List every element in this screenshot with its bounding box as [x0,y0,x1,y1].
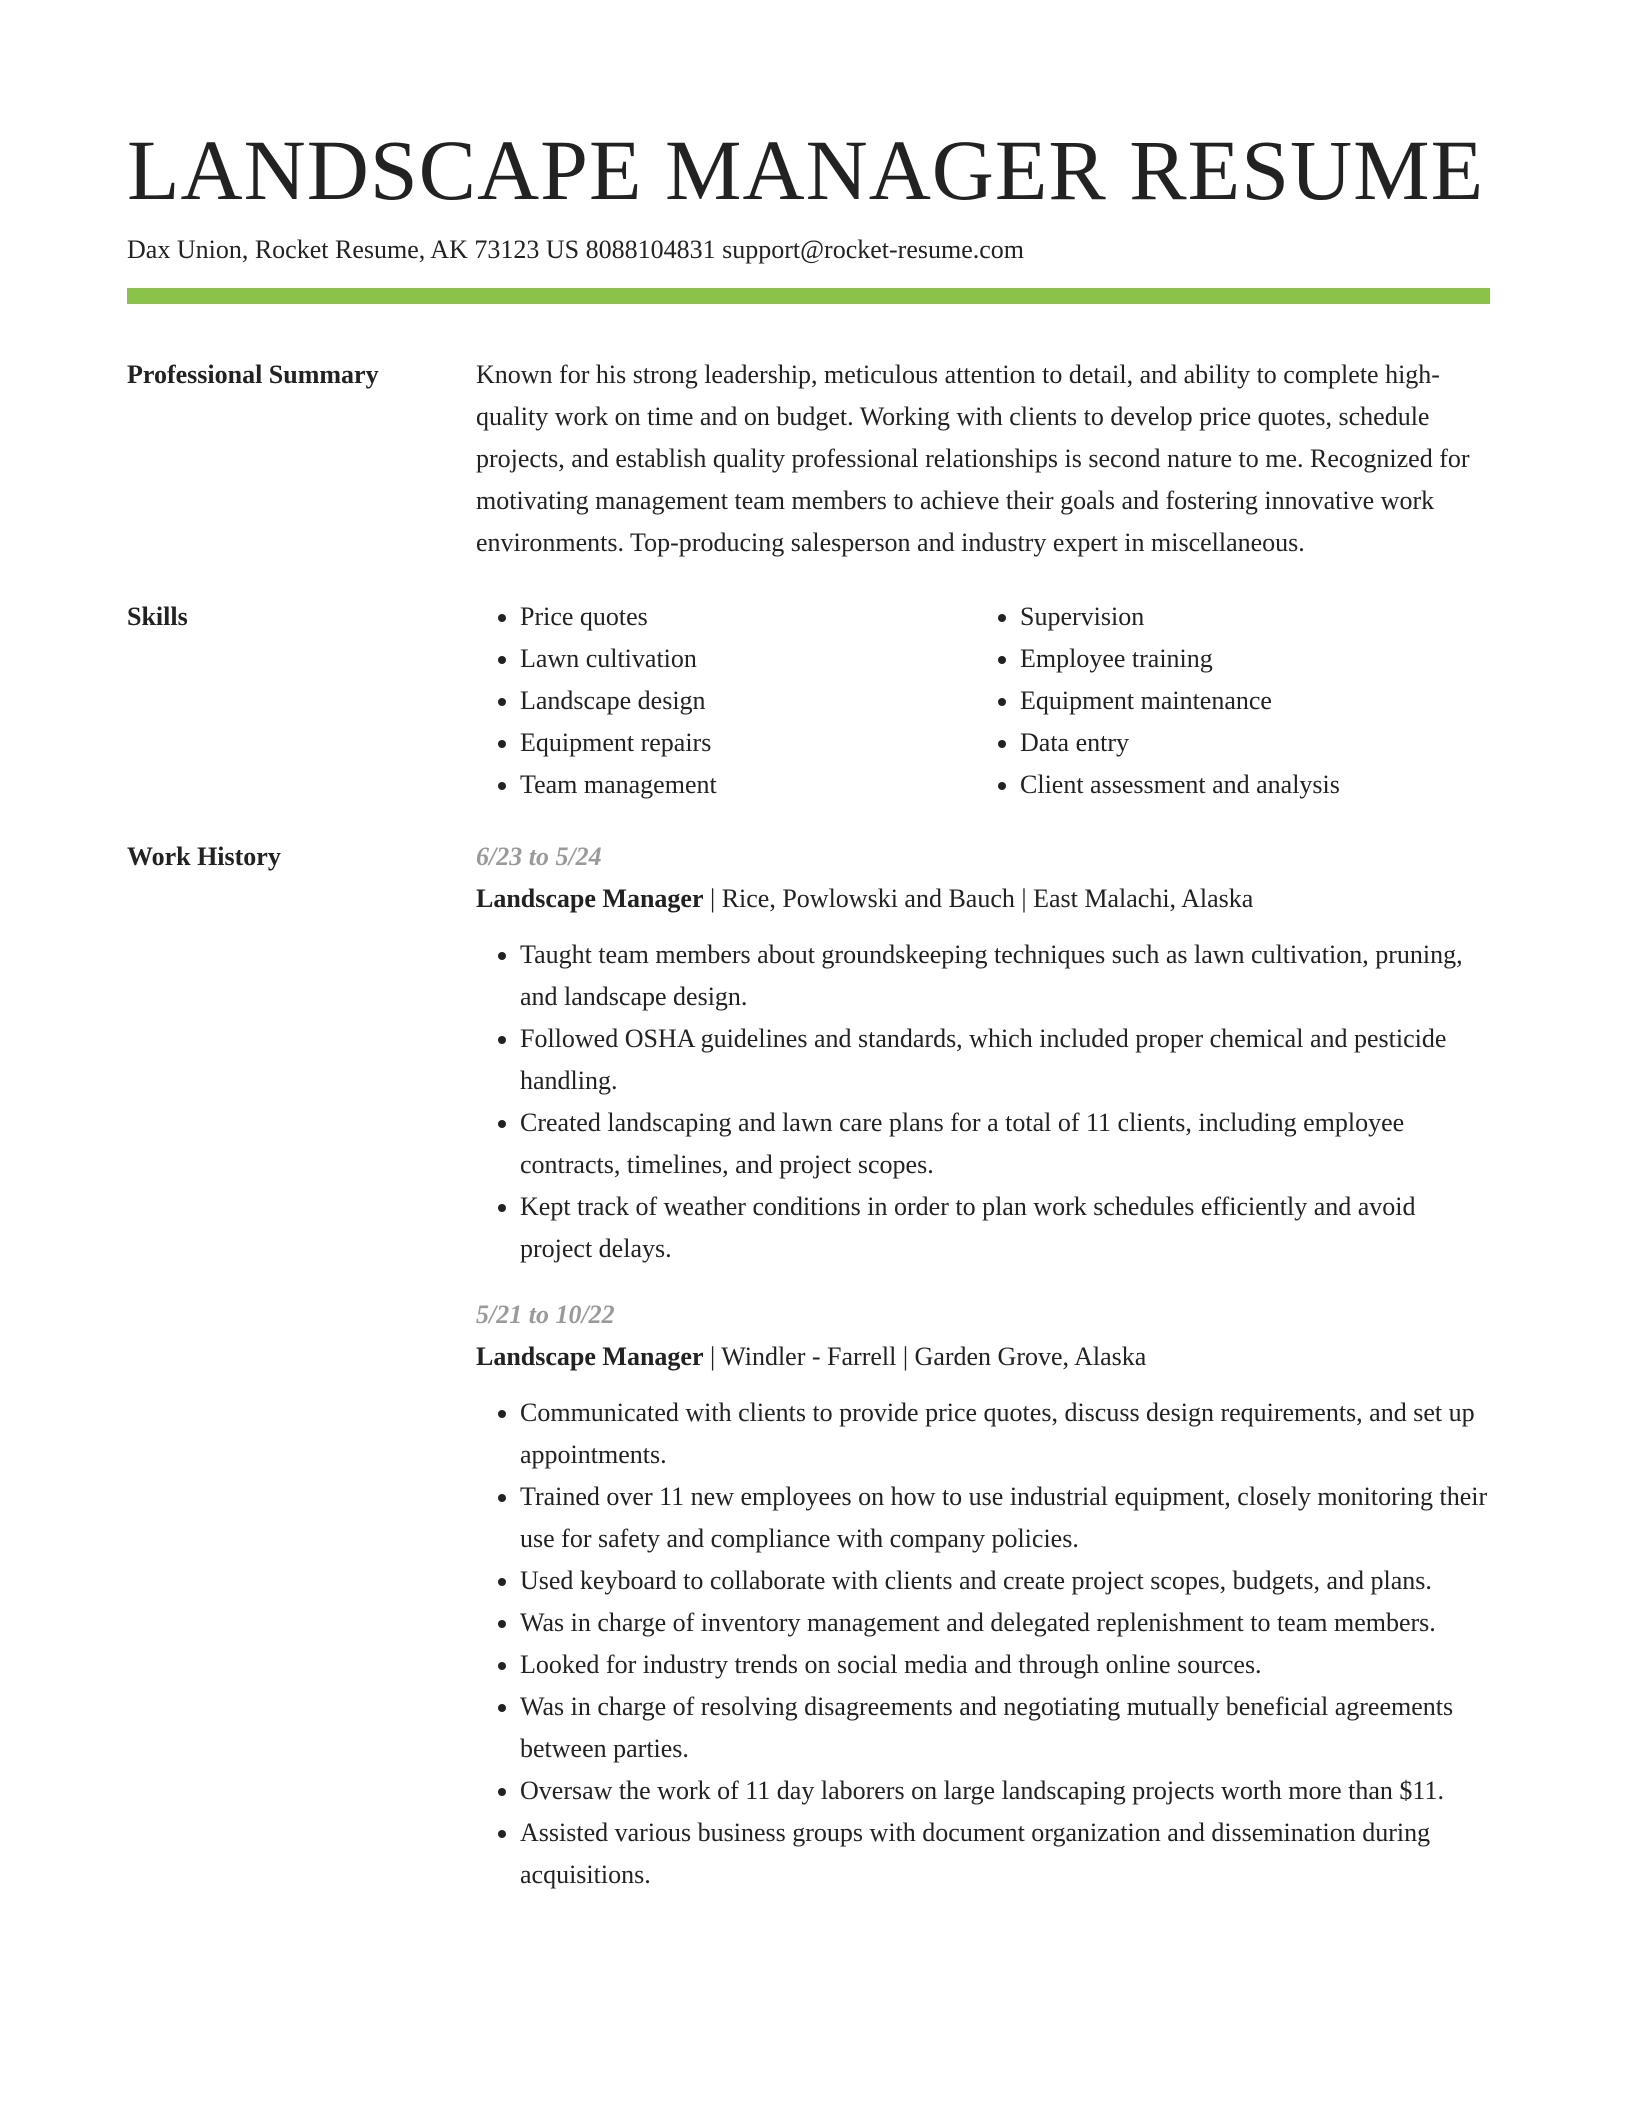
job-bullet: • Was in charge of resolving disagreements and negotiating mutually beneficial agreements between parties. [520,1686,1490,1770]
contact-phone: 8088104831 [585,235,716,264]
skills-label: Skills [127,602,188,631]
job-bullets [476,1392,1490,1896]
skill-item: • Team management [520,764,976,806]
contact-email: support@rocket-resume.com [722,235,1025,264]
skills-list-left [476,596,976,806]
job-bullet: • Created landscaping and lawn care plans for a total of 11 clients, including employee contracts, timelines, and project scopes. [520,1102,1490,1186]
job-details: | Rice, Powlowski and Bauch | East Malachi, Alaska [703,884,1254,913]
skill-item: • Employee training [1020,638,1476,680]
job-bullet: • Assisted various business groups with document organization and dissemination during acquisitions. [520,1812,1490,1896]
skill-item: • Supervision [1020,596,1476,638]
skill-item: • Price quotes [520,596,976,638]
job-bullet: • Kept track of weather conditions in order to plan work schedules efficiently and avoid project delays. [520,1186,1490,1270]
summary-section [127,354,1490,564]
job-bullet: • Looked for industry trends on social media and through online sources. [520,1644,1490,1686]
work-history-label: Work History [127,842,281,871]
job-details: | Windler - Farrell | Garden Grove, Alaska [703,1342,1147,1371]
job-dates: 6/23 to 5/24 [476,842,602,871]
contact-line [127,232,1490,268]
skills-list-right [976,596,1476,806]
skills-section [127,596,1490,806]
job-bullet: • Used keyboard to collaborate with clients and create project scopes, budgets, and plans. [520,1560,1490,1602]
job-entry [476,836,1490,1270]
job-bullet: • Trained over 11 new employees on how to use industrial equipment, closely monitoring their use for safety and compliance with company policies. [520,1476,1490,1560]
job-dates: 5/21 to 10/22 [476,1300,615,1329]
job-heading [476,1336,1490,1378]
job-bullet: • Was in charge of inventory management and delegated replenishment to team members. [520,1602,1490,1644]
skill-item: • Equipment maintenance [1020,680,1476,722]
summary-body [476,354,1490,564]
skill-item: • Client assessment and analysis [1020,764,1476,806]
skill-item: • Equipment repairs [520,722,976,764]
summary-text: Known for his strong leadership, meticulous attention to detail, and ability to complete high-quality work on time and on budget. Working with clients to develop price quotes, schedule projects, and establish quality professional relationships is second nature to me. Recognized for motivating management team members to achieve their goals and fostering innovative work environments. Top-producing salesperson and industry expert in miscellaneous. [476,360,1470,557]
job-bullets [476,934,1490,1270]
summary-label: Professional Summary [127,360,379,389]
job-bullet: • Taught team members about groundskeeping techniques such as lawn cultivation, pruning, and landscape design. [520,934,1490,1018]
resume-page [127,118,1490,1920]
contact-address: Rocket Resume, AK 73123 US [254,235,580,264]
work-history-section [127,836,1490,1920]
job-heading [476,878,1490,920]
job-bullet: • Oversaw the work of 11 day laborers on large landscaping projects worth more than $11. [520,1770,1490,1812]
skill-item: • Data entry [1020,722,1476,764]
contact-name: Dax Union, [127,235,249,264]
header-divider [127,288,1490,304]
job-bullet: • Communicated with clients to provide price quotes, discuss design requirements, and set up appointments. [520,1392,1490,1476]
resume-title: LANDSCAPE MANAGER RESUME [127,122,1485,218]
job-title: Landscape Manager [476,1342,704,1371]
job-title: Landscape Manager [476,884,704,913]
skill-item: • Lawn cultivation [520,638,976,680]
work-history-body [476,836,1490,1920]
job-bullet: • Followed OSHA guidelines and standards, which included proper chemical and pesticide handling. [520,1018,1490,1102]
skills-columns [476,596,1490,806]
skill-item: • Landscape design [520,680,976,722]
job-entry [476,1294,1490,1896]
